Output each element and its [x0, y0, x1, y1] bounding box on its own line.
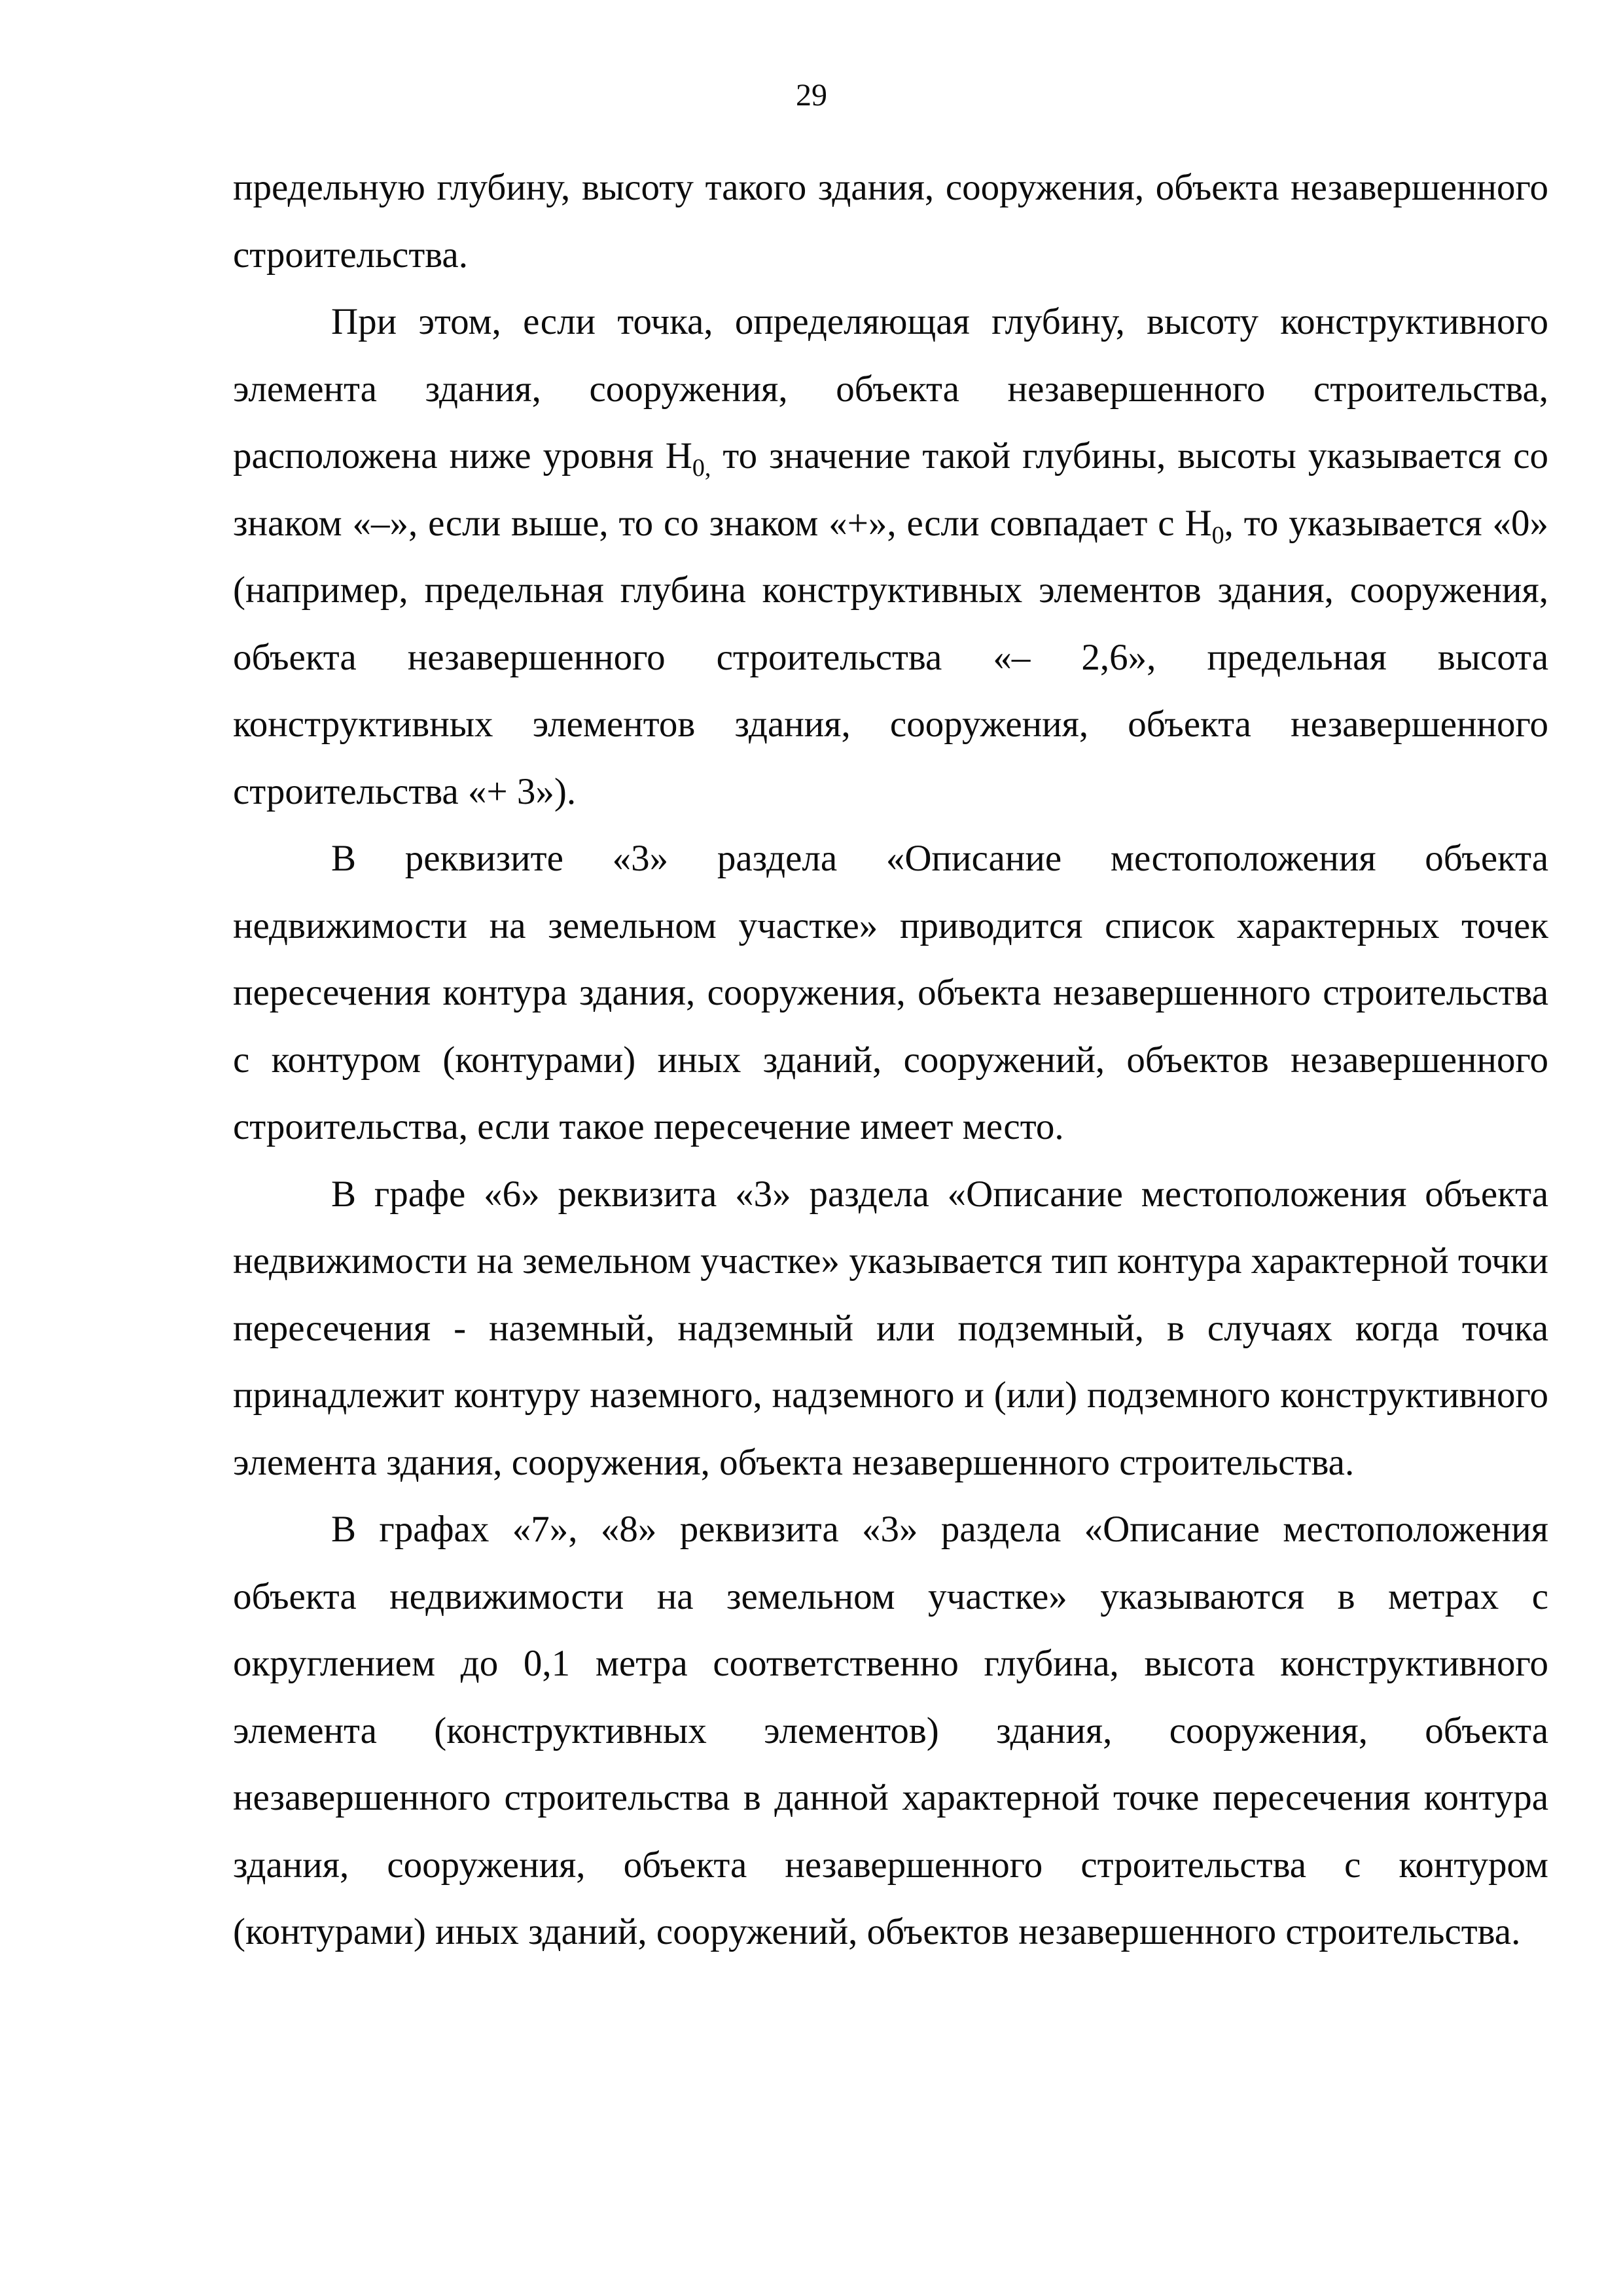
- paragraph-p3: [233, 825, 1548, 1161]
- subscript-text: 0: [1211, 521, 1224, 549]
- paragraph-p2: [233, 289, 1548, 825]
- document-body: [233, 154, 1548, 1966]
- paragraph-p1: [233, 154, 1548, 289]
- paragraph-text: то значение такой глубины, высоты указывается со знаком «–», если выше, то со знаком «+», если совпадает с Н: [233, 435, 1548, 544]
- paragraph-text: При этом, если точка, определяющая глубину, высоту конструктивного элемента здания, сооружения, объекта незавершенного строительства, расположена ниже уровня Н: [233, 301, 1548, 476]
- paragraph-text: В графе «6» реквизита «3» раздела «Описание местоположения объекта недвижимости на земельном участке» указывается тип контура характерной точки пересечения - наземный, надземный или подземный, в случаях когда точка принадлежит контуру наземного, надземного и (или) подземного конструктивного элемента здания, сооружения, объекта незавершенного строительства.: [233, 1173, 1548, 1483]
- paragraph-text: В реквизите «3» раздела «Описание местоположения объекта недвижимости на земельном участке» приводится список характерных точек пересечения контура здания, сооружения, объекта незавершенного строительства с контуром (контурами) иных зданий, сооружений, объектов незавершенного строительства, если такое пересечение имеет место.: [233, 838, 1548, 1147]
- paragraph-text: , то указывается «0» (например, предельная глубина конструктивных элементов здания, сооружения, объекта незавершенного строительства «– 2,6», предельная высота конструктивных элементов здания, сооружения, объекта незавершенного строительства «+ 3»).: [233, 502, 1548, 812]
- page-number: 29: [796, 78, 827, 113]
- paragraph-p5: [233, 1496, 1548, 1966]
- paragraph-text: В графах «7», «8» реквизита «3» раздела «Описание местоположения объекта недвижимости на земельном участке» указываются в метрах с округлением до 0,1 метра соответственно глубина, высота конструктивного элемента (конструктивных элементов) здания, сооружения, объекта незавершенного строительства в данной характерной точке пересечения контура здания, сооружения, объекта незавершенного строительства с контуром (контурами) иных зданий, сооружений, объектов незавершенного строительства.: [233, 1509, 1548, 1952]
- paragraph-text: предельную глубину, высоту такого здания, сооружения, объекта незавершенного строительства.: [233, 167, 1548, 276]
- subscript-text: 0,: [692, 454, 711, 482]
- paragraph-p4: [233, 1161, 1548, 1497]
